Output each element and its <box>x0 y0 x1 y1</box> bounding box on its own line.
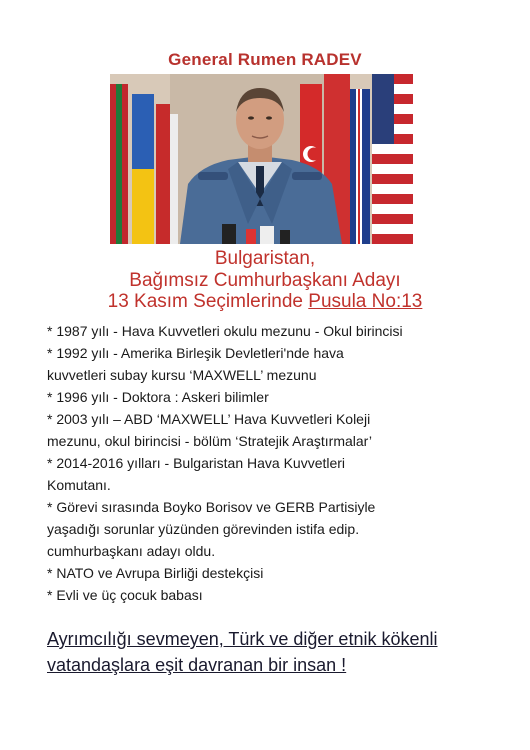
subtitle-candidacy: Bağımsız Cumhurbaşkanı Adayı <box>129 270 401 291</box>
list-item: * 2014-2016 yılları - Bulgaristan Hava Kuvvetleri <box>47 455 346 471</box>
subtitle-ballot <box>0 291 530 312</box>
portrait-photo <box>110 74 413 244</box>
list-item: mezunu, okul birincisi - bölüm ‘Stratejik Araştırmalar’ <box>47 433 372 449</box>
list-item: * 2003 yılı – ABD ‘MAXWELL’ Hava Kuvvetleri Koleji <box>47 411 371 427</box>
list-item: yaşadığı sorunlar yüzünden görevinden istifa edip. <box>47 521 360 537</box>
list-item: * NATO ve Avrupa Birliği destekçisi <box>47 565 264 581</box>
list-item: * Görevi sırasında Boyko Borisov ve GERB Partisiyle <box>47 499 376 515</box>
list-item: * 1992 yılı - Amerika Birleşik Devletleri'nde hava <box>47 345 344 361</box>
subtitle-country: Bulgaristan, <box>214 248 316 269</box>
list-item: Komutanı. <box>47 477 111 493</box>
flag-left-red <box>110 84 128 244</box>
ballot-number: Pusula No:13 <box>308 291 423 312</box>
closing-line: vatandaşlara eşit davranan bir insan ! <box>47 655 347 675</box>
closing-statement <box>47 626 517 678</box>
subtitle-ballot-prefix: 13 Kasım Seçimlerinde <box>107 291 309 312</box>
flag-ukraine <box>132 94 154 244</box>
biography-list <box>47 320 507 606</box>
list-item: * 1987 yılı - Hava Kuvvetleri okulu mezunu - Okul birincisi <box>47 323 403 339</box>
closing-line: Ayrımcılığı sevmeyen, Türk ve diğer etnik kökenli <box>47 629 438 649</box>
list-item: cumhurbaşkanı adayı oldu. <box>47 543 216 559</box>
page-title: General Rumen RADEV <box>168 50 362 69</box>
list-item: kuvvetleri subay kursu ‘MAXWELL’ mezunu <box>47 367 317 383</box>
list-item: * Evli ve üç çocuk babası <box>47 587 203 603</box>
list-item: * 1996 yılı - Doktora : Askeri bilimler <box>47 389 269 405</box>
